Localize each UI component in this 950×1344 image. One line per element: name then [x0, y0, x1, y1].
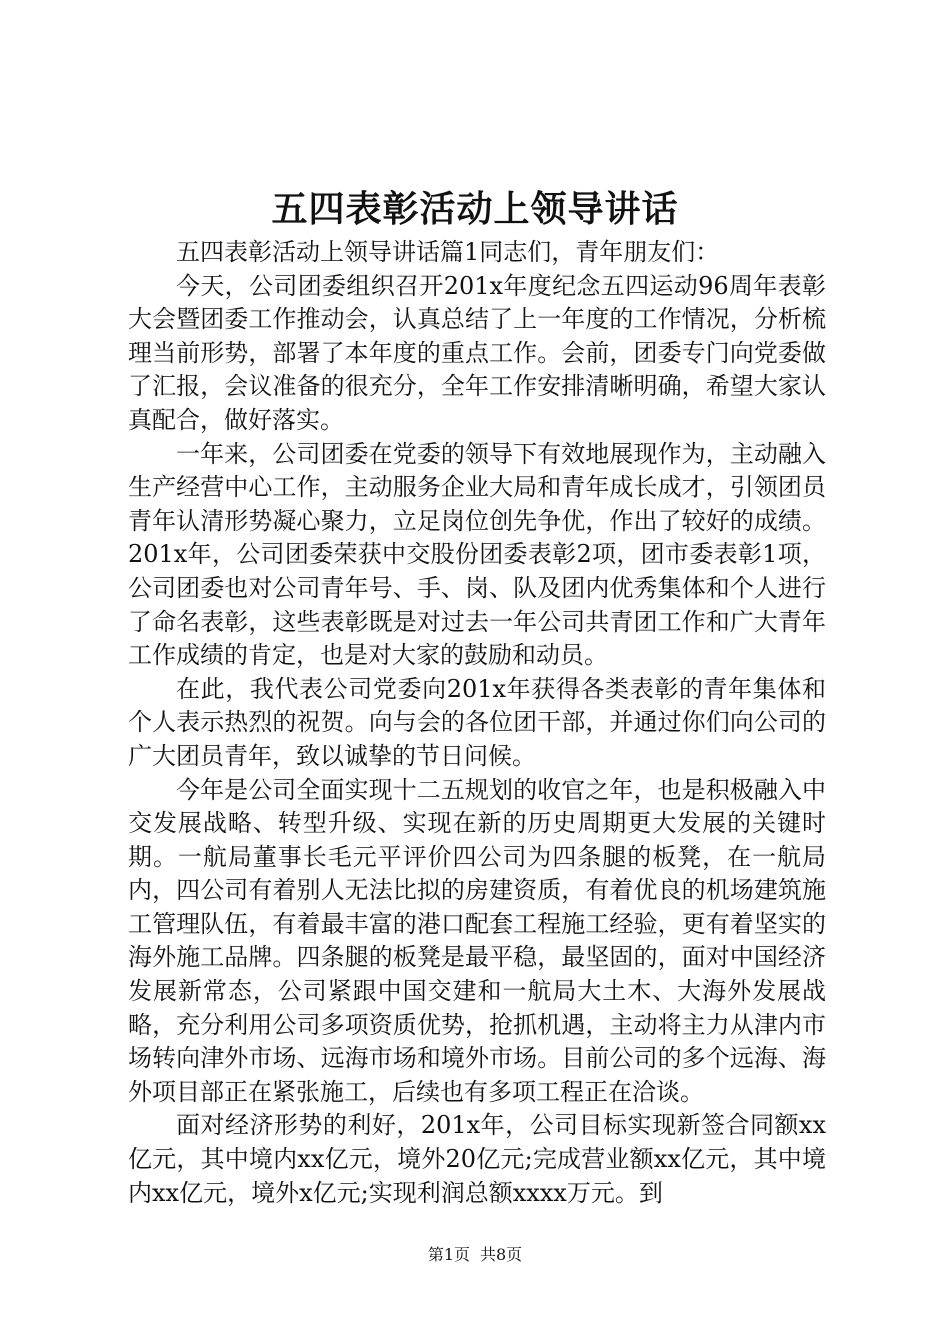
- document-title: 五四表彰活动上领导讲话: [271, 188, 679, 230]
- page-number: 第1页: [427, 1245, 470, 1264]
- paragraph: 五四表彰活动上领导讲话篇1同志们，青年朋友们：: [176, 238, 720, 266]
- paragraph: 今年是公司全面实现十二五规划的收官之年，也是积极融入中交发展战略、转型升级、实现在新的历史周期更大发展的关键时期。一航局董事长毛元平评价四公司为四条腿的板凳，在一航局内，四公司有着别人无法比拟的房建资质，有着优良的机场建筑施工管理队伍，有着最丰富的港口配套工程施工经验，更有着坚实的海外施工品牌。四条腿的板凳是最平稳，最坚固的，面对中国经济发展新常态，公司紧跟中国交建和一航局大土木、大海外发展战略，充分利用公司多项资质优势，抢抓机遇，主动将主力从津内市场转向津外市场、远海市场和境外市场。目前公司的多个远海、海外项目部正在紧张施工，后续也有多项工程正在洽谈。: [128, 775, 826, 1106]
- document-body: [128, 236, 826, 1210]
- page-footer: [0, 1244, 950, 1266]
- paragraph: 在此，我代表公司党委向201x年获得各类表彰的青年集体和个人表示热烈的祝贺。向与会的各位团干部，并通过你们向公司的广大团员青年，致以诚挚的节日问候。: [128, 674, 826, 770]
- paragraph: 一年来，公司团委在党委的领导下有效地展现作为，主动融入生产经营中心工作，主动服务企业大局和青年成长成才，引领团员青年认清形势凝心聚力，立足岗位创先争优，作出了较好的成绩。201x年，公司团委荣获中交股份团委表彰2项，团市委表彰1项，公司团委也对公司青年号、手、岗、队及团内优秀集体和个人进行了命名表彰，这些表彰既是对过去一年公司共青团工作和广大青年工作成绩的肯定，也是对大家的鼓励和动员。: [128, 439, 826, 670]
- paragraph: 面对经济形势的利好，201x年，公司目标实现新签合同额xx亿元，其中境内xx亿元，境外20亿元;完成营业额xx亿元，其中境内xx亿元，境外x亿元;实现利润总额xxxx万元。到: [128, 1111, 826, 1207]
- paragraph: 今天，公司团委组织召开201x年度纪念五四运动96周年表彰大会暨团委工作推动会，认真总结了上一年度的工作情况，分析梳理当前形势，部署了本年度的重点工作。会前，团委专门向党委做了汇报，会议准备的很充分，全年工作安排清晰明确，希望大家认真配合，做好落实。: [128, 271, 826, 434]
- page-total: 共8页: [480, 1245, 523, 1264]
